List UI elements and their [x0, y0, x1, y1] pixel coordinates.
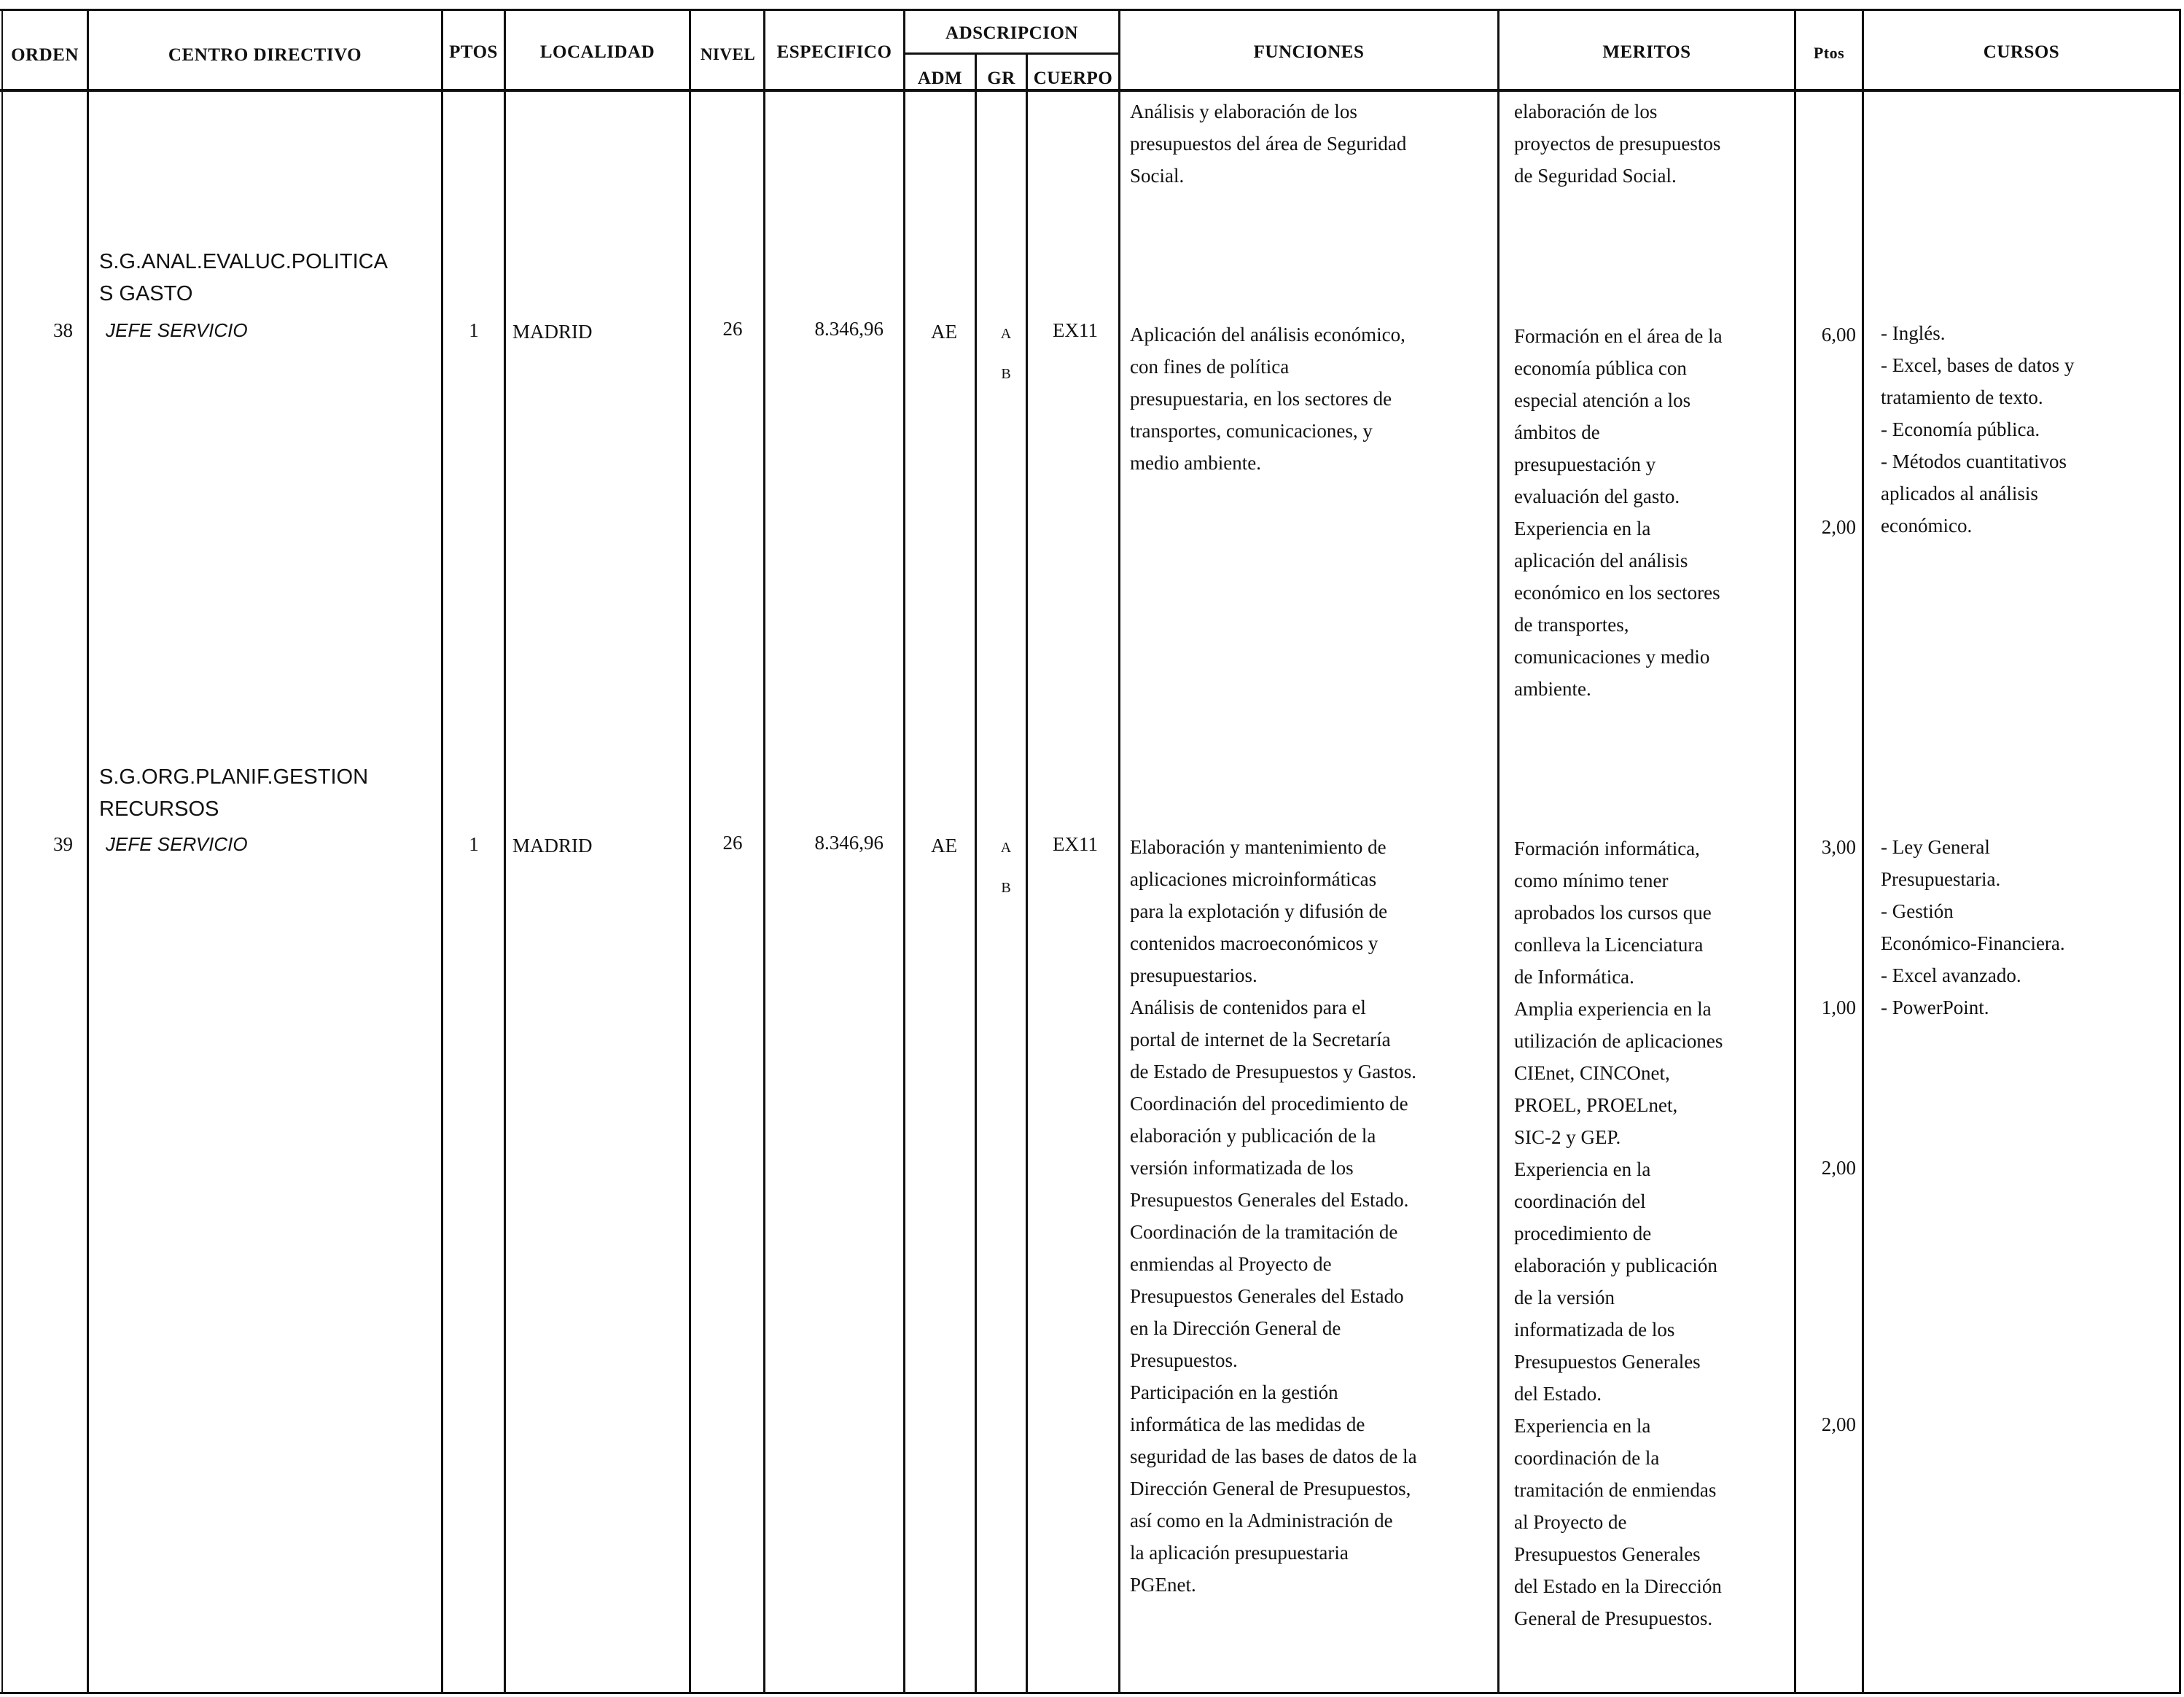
text-line: 1,00 [1821, 996, 1856, 1018]
header-funciones: FUNCIONES [1253, 42, 1365, 62]
text-line: medio ambiente. [1130, 452, 1261, 474]
text-line: 2,00 [1821, 1413, 1856, 1435]
column-line [1794, 9, 1796, 1693]
text-line: - Excel avanzado. [1881, 964, 2021, 986]
text-line [1798, 351, 1856, 383]
column-line [689, 9, 691, 1693]
text-line [1798, 383, 1856, 415]
row-39-gr [980, 832, 1031, 912]
row-39-funciones [1130, 831, 1417, 1601]
text-line: - Gestión [1881, 900, 1954, 922]
header-nivel: NIVEL [700, 45, 756, 63]
header-bottom-border [0, 89, 2181, 92]
header-adscripcion: ADSCRIPCION [945, 23, 1078, 43]
row-39-localidad: MADRID [512, 835, 593, 857]
text-line: con fines de política [1130, 356, 1290, 378]
text-line [1798, 415, 1856, 447]
text-line: económico en los sectores [1514, 582, 1720, 604]
text-line: como mínimo tener [1514, 870, 1669, 892]
text-line [1798, 863, 1856, 895]
text-line: Presupuestos Generales [1514, 1543, 1701, 1565]
text-line [1798, 479, 1856, 511]
text-line: - Economía pública. [1881, 418, 2040, 440]
text-line: procedimiento de [1514, 1222, 1652, 1244]
header-localidad: LOCALIDAD [539, 42, 655, 62]
text-line: presupuestación y [1514, 453, 1656, 475]
text-line: SIC-2 y GEP. [1514, 1126, 1621, 1148]
text-line: versión informatizada de los [1130, 1157, 1354, 1179]
row-39-cuerpo: EX11 [1053, 833, 1098, 855]
table-top-border [0, 9, 2181, 11]
row-38-centro [99, 246, 388, 310]
text-line [1798, 895, 1856, 927]
text-line: Presupuestos. [1130, 1349, 1238, 1371]
text-line: Económico-Financiera. [1881, 932, 2065, 954]
row-38-cursos [1881, 317, 2074, 542]
row-38-especifico: 8.346,96 [814, 318, 884, 340]
text-line: utilización de aplicaciones [1514, 1030, 1723, 1052]
text-line [1798, 1376, 1856, 1408]
row-39-orden: 39 [53, 833, 73, 855]
row-39-nivel: 26 [722, 832, 743, 854]
column-line [1118, 9, 1120, 1693]
text-line [1798, 1248, 1856, 1280]
text-line: S GASTO [99, 282, 193, 305]
header-especifico: ESPECIFICO [776, 42, 892, 62]
text-line: presupuestaria, en los sectores de [1130, 388, 1392, 410]
text-line: PGEnet. [1130, 1574, 1196, 1596]
text-line: conlleva la Licenciatura [1514, 934, 1704, 956]
text-line: Aplicación del análisis económico, [1130, 324, 1405, 346]
row-39-meritos [1514, 832, 1723, 1634]
text-line: elaboración y publicación de la [1130, 1125, 1376, 1147]
text-line: RECURSOS [99, 797, 219, 821]
text-line: de Estado de Presupuestos y Gastos. [1130, 1061, 1416, 1082]
text-line: aprobados los cursos que [1514, 902, 1712, 924]
text-line: CIEnet, CINCOnet, [1514, 1062, 1670, 1084]
text-line: aplicaciones microinformáticas [1130, 868, 1377, 890]
text-line: Participación en la gestión [1130, 1381, 1338, 1403]
text-line: 2,00 [1821, 516, 1856, 538]
text-line: contenidos macroeconómicos y [1130, 932, 1378, 954]
row-39-cursos [1881, 831, 2065, 1023]
header-cuerpo: CUERPO [1033, 69, 1113, 88]
text-line: - Métodos cuantitativos [1881, 450, 2067, 472]
text-line: Coordinación de la tramitación de [1130, 1221, 1398, 1243]
text-line: A [1000, 326, 1012, 342]
header-centro-directivo: CENTRO DIRECTIVO [168, 45, 362, 65]
row-38-orden: 38 [53, 319, 73, 341]
text-line: al Proyecto de [1514, 1511, 1627, 1533]
text-line: Análisis y elaboración de los [1130, 101, 1357, 122]
text-line: A [1000, 840, 1012, 856]
text-line: 6,00 [1821, 324, 1856, 346]
header-cursos: CURSOS [1983, 42, 2060, 62]
text-line [1798, 1312, 1856, 1344]
prev-funciones [1130, 95, 1406, 192]
row-38-meritos-ptos [1798, 319, 1856, 543]
text-line: - Excel, bases de datos y [1881, 354, 2075, 376]
text-line: - PowerPoint. [1881, 996, 1989, 1018]
text-line: informática de las medidas de [1130, 1413, 1365, 1435]
row-38-funciones [1130, 319, 1405, 479]
text-line [1798, 1088, 1856, 1120]
text-line: para la explotación y difusión de [1130, 900, 1388, 922]
text-line: S.G.ORG.PLANIF.GESTION [99, 765, 369, 789]
text-line: Presupuestos Generales del Estado. [1130, 1189, 1409, 1211]
column-line [903, 9, 905, 1693]
column-line [87, 9, 89, 1693]
row-38-nivel: 26 [722, 318, 743, 340]
text-line: B [1001, 880, 1011, 896]
row-38-adm: AE [931, 321, 957, 343]
text-line: Amplia experiencia en la [1514, 998, 1712, 1020]
text-line: comunicaciones y medio [1514, 646, 1710, 668]
text-line: economía pública con [1514, 357, 1687, 379]
column-line [1, 9, 3, 1693]
text-line: portal de internet de la Secretaría [1130, 1029, 1391, 1050]
text-line: B [1001, 366, 1011, 382]
text-line [1798, 1023, 1856, 1056]
row-39-meritos-ptos [1798, 831, 1856, 1440]
header-meritos: MERITOS [1602, 42, 1691, 62]
text-line: Presupuestaria. [1881, 868, 2001, 890]
text-line [1798, 1280, 1856, 1312]
column-line [2179, 9, 2181, 1693]
text-line: del Estado. [1514, 1383, 1602, 1405]
prev-meritos [1514, 95, 1720, 192]
column-line [504, 9, 506, 1693]
text-line: General de Presupuestos. [1514, 1607, 1713, 1629]
header-ptos: PTOS [449, 42, 498, 62]
text-line: Coordinación del procedimiento de [1130, 1093, 1408, 1115]
text-line: evaluación del gasto. [1514, 485, 1680, 507]
header-orden: ORDEN [11, 45, 79, 65]
text-line: tratamiento de texto. [1881, 386, 2043, 408]
text-line: Experiencia en la [1514, 518, 1651, 539]
text-line: de Seguridad Social. [1514, 165, 1677, 187]
text-line: de la versión [1514, 1287, 1615, 1308]
text-line: económico. [1881, 515, 1973, 537]
text-line: ámbitos de [1514, 421, 1600, 443]
text-line [1798, 1344, 1856, 1376]
text-line [1798, 959, 1856, 991]
row-39-especifico: 8.346,96 [814, 832, 884, 854]
text-line: en la Dirección General de [1130, 1317, 1341, 1339]
text-line: Formación informática, [1514, 838, 1700, 859]
text-line: la aplicación presupuestaria [1130, 1542, 1349, 1564]
row-39-centro [99, 761, 368, 825]
text-line: enmiendas al Proyecto de [1130, 1253, 1332, 1275]
text-line: Formación en el área de la [1514, 325, 1723, 347]
text-line: PROEL, PROELnet, [1514, 1094, 1678, 1116]
row-38-cuerpo: EX11 [1053, 319, 1098, 341]
text-line: coordinación de la [1514, 1447, 1660, 1469]
text-line: 3,00 [1821, 836, 1856, 858]
row-38-puesto: JEFE SERVICIO [106, 319, 248, 341]
text-line: 2,00 [1821, 1157, 1856, 1179]
header-gr: GR [987, 69, 1015, 88]
text-line: proyectos de presupuestos [1514, 133, 1721, 155]
text-line: informatizada de los [1514, 1319, 1675, 1341]
column-line [1497, 9, 1499, 1693]
row-39-ptos: 1 [469, 833, 479, 855]
text-line: aplicados al análisis [1881, 483, 2038, 504]
text-line: transportes, comunicaciones, y [1130, 420, 1373, 442]
text-line: Dirección General de Presupuestos, [1130, 1478, 1411, 1499]
text-line: de Informática. [1514, 966, 1634, 988]
text-line: aplicación del análisis [1514, 550, 1688, 571]
text-line: - Ley General [1881, 836, 1990, 858]
text-line [1798, 1216, 1856, 1248]
table-bottom-border [0, 1692, 2181, 1694]
text-line: coordinación del [1514, 1190, 1646, 1212]
column-line [975, 52, 977, 1693]
text-line [1798, 447, 1856, 479]
header-adm: ADM [917, 69, 963, 88]
column-line [441, 9, 443, 1693]
text-line: seguridad de las bases de datos de la [1130, 1446, 1417, 1467]
text-line: Elaboración y mantenimiento de [1130, 836, 1387, 858]
column-line [1862, 9, 1864, 1693]
text-line: presupuestos del área de Seguridad [1130, 133, 1407, 155]
text-line: de transportes, [1514, 614, 1629, 636]
text-line: Presupuestos Generales del Estado [1130, 1285, 1404, 1307]
text-line: ambiente. [1514, 678, 1591, 700]
text-line: elaboración de los [1514, 101, 1658, 122]
text-line: presupuestarios. [1130, 964, 1257, 986]
text-line: - Inglés. [1881, 322, 1946, 344]
text-line: Social. [1130, 165, 1185, 187]
header-ptos-meritos: Ptos [1813, 44, 1845, 62]
text-line: tramitación de enmiendas [1514, 1479, 1717, 1501]
text-line: Presupuestos Generales [1514, 1351, 1701, 1373]
text-line: Experiencia en la [1514, 1158, 1651, 1180]
row-39-puesto: JEFE SERVICIO [106, 833, 248, 855]
row-38-ptos: 1 [469, 319, 479, 341]
row-39-adm: AE [931, 835, 957, 857]
adscripcion-divider [904, 52, 1119, 55]
text-line: elaboración y publicación [1514, 1255, 1717, 1276]
text-line [1798, 1184, 1856, 1216]
text-line [1798, 1120, 1856, 1152]
text-line: especial atención a los [1514, 389, 1691, 411]
text-line: Experiencia en la [1514, 1415, 1651, 1437]
text-line: del Estado en la Dirección [1514, 1575, 1722, 1597]
row-38-localidad: MADRID [512, 321, 593, 343]
row-38-gr [980, 318, 1031, 398]
text-line: S.G.ANAL.EVALUC.POLITICA [99, 250, 388, 273]
text-line: así como en la Administración de [1130, 1510, 1393, 1532]
column-line [763, 9, 765, 1693]
text-line: Análisis de contenidos para el [1130, 996, 1366, 1018]
row-38-meritos [1514, 320, 1723, 705]
text-line [1798, 927, 1856, 959]
text-line [1798, 1056, 1856, 1088]
